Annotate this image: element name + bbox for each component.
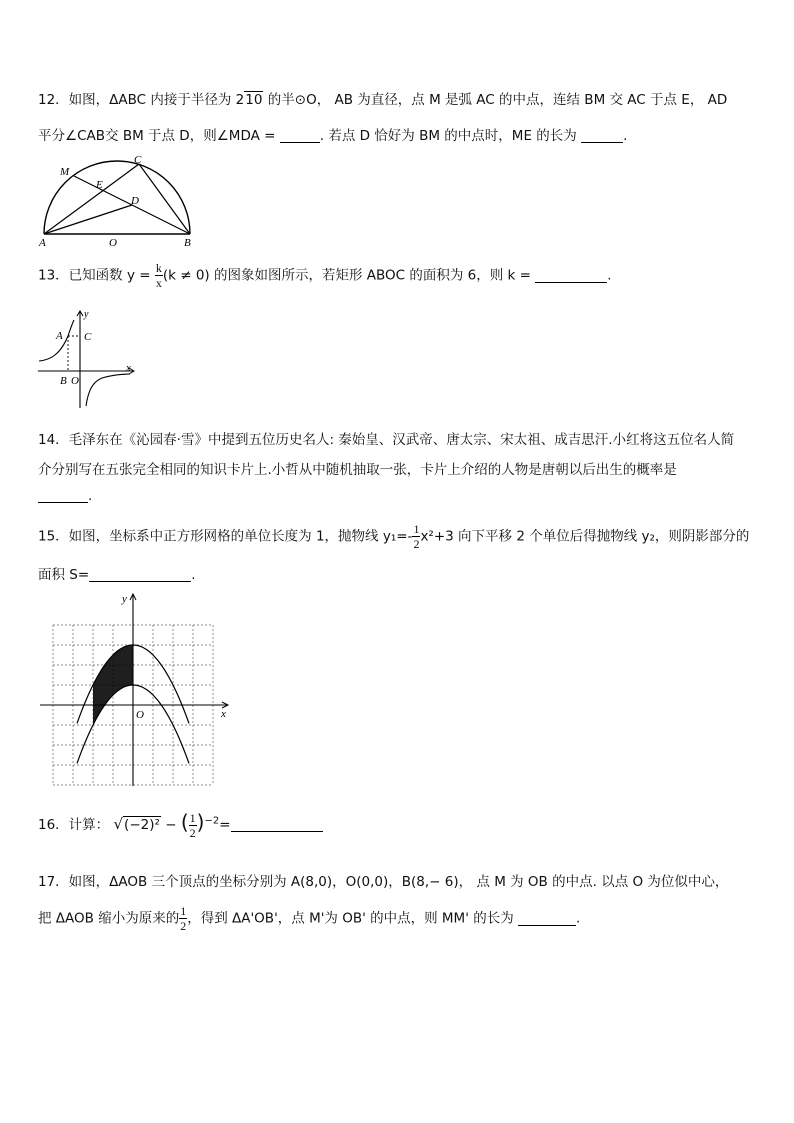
- q12-text-a: 12．如图，ΔABC 内接于半径为 2: [38, 92, 245, 108]
- q12-semicircle-figure: [36, 150, 198, 250]
- q16-equals: =: [219, 817, 231, 833]
- sqrt-neg2-squared: (−2)²: [124, 817, 160, 833]
- q13-text-end: .: [607, 267, 612, 284]
- fig12-label-E: E: [96, 179, 103, 191]
- q17-answer-blank[interactable]: [518, 912, 576, 926]
- fig12-label-O: O: [109, 237, 117, 249]
- q14-line3: [38, 488, 92, 504]
- q14-answer-blank[interactable]: [38, 489, 88, 503]
- q15-parabola-grid-figure: [36, 590, 236, 790]
- q16-exponent: −2: [204, 815, 220, 827]
- q13-line: [38, 262, 612, 289]
- q14-line1: 14．毛泽东在《沁园春·雪》中提到五位历史名人: 秦始皇、汉武帝、唐太宗、宋太祖、成吉思汗.小红将这五位名人简: [38, 432, 735, 448]
- sqrt-10: 10: [245, 92, 263, 108]
- q12-line2: [38, 124, 627, 144]
- q14-line2: 介分别写在五张完全相同的知识卡片上.小哲从中随机抽取一张，卡片上介绍的人物是唐朝以后出生的概率是: [38, 462, 677, 478]
- fig12-label-C: C: [134, 154, 142, 166]
- q16-line: 16．计算： √(−2)² − ( $\frac{1}{2}$ )$^{-2}$=: [38, 810, 323, 839]
- fig13-label-x: x: [126, 362, 131, 374]
- fig12-label-A: A: [39, 237, 46, 249]
- fig13-label-C: C: [84, 331, 92, 343]
- q15-answer-blank[interactable]: [89, 568, 191, 582]
- fig12-label-B: B: [184, 237, 191, 249]
- q15-text-end: .: [191, 567, 196, 583]
- q12-text-b: 的半⊙O， AB 为直径，点 M 是弧 AC 的中点，连结 BM 交 AC 于点 E， AD: [263, 92, 728, 108]
- q17-line1: 17．如图，ΔAOB 三个顶点的坐标分别为 A(8,0)，O(0,0)，B(8,− 6)， 点 M 为 OB 的中点. 以点 O 为位似中心，: [38, 874, 729, 890]
- q17-text-end: .: [576, 910, 581, 927]
- q13-hyperbola-figure: [36, 308, 140, 410]
- q12-answer-blank-2[interactable]: [581, 129, 623, 143]
- q17-text-a: 把 ΔAOB 缩小为原来的: [38, 910, 180, 927]
- q15-text-a: 15．如图，坐标系中正方形网格的单位长度为 1，抛物线 y₁=-: [38, 528, 413, 545]
- q15-text-b: x²+3 向下平移 2 个单位后得抛物线 y₂，则阴影部分的: [420, 528, 750, 545]
- q13-text-a: 13．已知函数 y =: [38, 267, 151, 284]
- q15-line1: [38, 523, 749, 550]
- q14-text-end: .: [88, 488, 93, 504]
- fig15-label-O: O: [136, 709, 144, 721]
- fraction-one-half-16: $\frac{1}{2}$: [189, 810, 196, 840]
- q13-text-b: (k ≠ 0) 的图象如图所示，若矩形 ABOC 的面积为 6，则 k =: [162, 267, 531, 284]
- q16-text-a: 16．计算：: [38, 817, 110, 833]
- q12-text-e: .: [623, 128, 628, 144]
- q13-answer-blank[interactable]: [535, 269, 607, 283]
- fig13-label-B: B: [60, 375, 67, 387]
- fraction-one-half: $\frac{1}{2}$: [413, 522, 420, 551]
- fig13-label-A: A: [56, 330, 63, 342]
- q12-text-d: . 若点 D 恰好为 BM 的中点时，ME 的长为: [319, 128, 577, 144]
- fig12-label-M: M: [60, 166, 70, 178]
- q17-line2: [38, 905, 580, 932]
- q12-answer-blank-1[interactable]: [280, 129, 320, 143]
- q16-answer-blank[interactable]: [231, 818, 323, 832]
- fig13-label-y: y: [84, 309, 89, 320]
- fig12-label-D: D: [131, 195, 139, 207]
- q15-text-c: 面积 S=: [38, 567, 90, 583]
- q17-text-b: ，得到 ΔA'OB'，点 M'为 OB' 的中点，则 MM' 的长为: [187, 910, 514, 927]
- q12-text-c: 平分∠CAB交 BM 于点 D，则∠MDA =: [38, 128, 276, 144]
- fig13-label-O: O: [71, 375, 79, 387]
- q12-line1: [38, 88, 727, 108]
- fig15-label-y: y: [122, 593, 127, 605]
- fig15-label-x: x: [221, 708, 226, 720]
- q15-line2: [38, 563, 195, 583]
- q16-minus: −: [165, 817, 177, 833]
- fraction-one-half-17: $\frac{1}{2}$: [180, 904, 187, 933]
- fraction-k-over-x: $\frac{k}{x}$: [155, 261, 162, 290]
